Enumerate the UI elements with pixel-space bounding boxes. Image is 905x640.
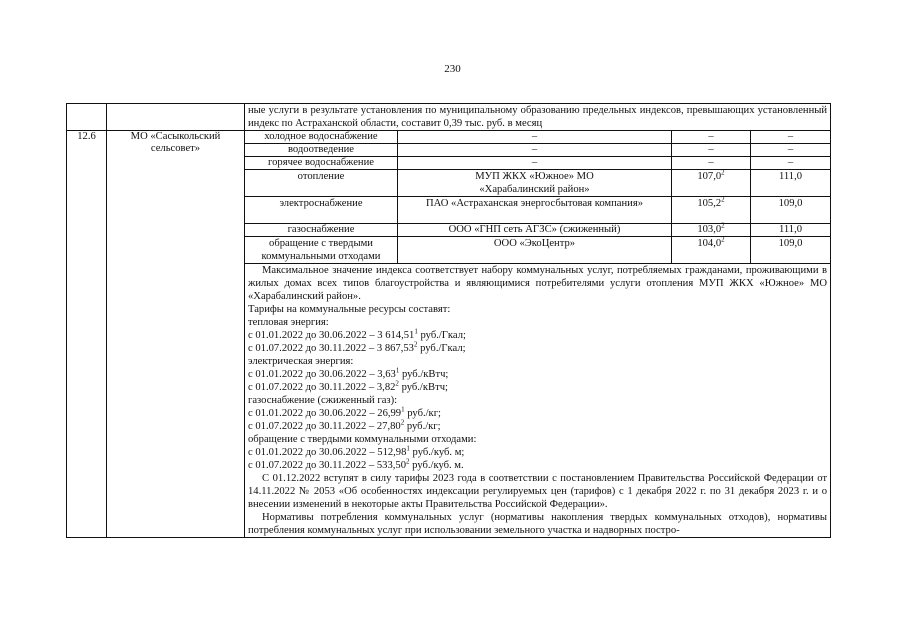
tariff-line bbox=[248, 329, 827, 342]
heat-label: тепловая энергия: bbox=[248, 317, 329, 328]
footnote-mark: 2 bbox=[413, 340, 418, 349]
tariff-unit: руб./кг; bbox=[404, 421, 441, 432]
footnote-mark: 1 bbox=[401, 405, 405, 414]
service-name: горячее водоснабжение bbox=[245, 157, 398, 170]
tariff-line bbox=[248, 407, 827, 420]
index-value bbox=[672, 221, 751, 237]
index-number: 107,0 bbox=[697, 171, 722, 182]
tariff-unit: руб./куб. м; bbox=[409, 447, 465, 458]
tariff-line bbox=[248, 420, 827, 433]
electricity-label: электрическая энергия: bbox=[248, 356, 354, 367]
description-paragraph: Максимальное значение индекса соответствует набору коммунальных услуг, потребляемых гражданами, проживающими в жилых домах всех типов благоустройства и являющимися потребителями услуги отопления МУП ЖКХ «Южное» МО «Харабалинский район». bbox=[248, 265, 828, 302]
index-number: 105,2 bbox=[697, 198, 722, 209]
index-value bbox=[672, 237, 751, 264]
tariff-line bbox=[248, 446, 827, 459]
tariff-line bbox=[248, 381, 827, 394]
table-row bbox=[67, 131, 831, 144]
tariff-unit: руб./кг; bbox=[404, 408, 441, 419]
tariff-text: с 01.01.2022 до 30.06.2022 – 3,63 bbox=[248, 369, 396, 380]
description-cell bbox=[245, 264, 831, 538]
tariff-unit: руб./кВтч; bbox=[398, 382, 448, 393]
tariff-line bbox=[248, 368, 827, 381]
index-number: 103,0 bbox=[697, 224, 722, 235]
index-value bbox=[672, 197, 751, 224]
footnote-mark: 2 bbox=[406, 457, 410, 466]
gas-label: газоснабжение (сжиженный газ): bbox=[248, 395, 398, 406]
decree-paragraph: С 01.12.2022 вступят в силу тарифы 2023 года в соответствии с постановлением Правительства Российской Федерации от 14.11.2022 № 2053 «Об особенностях индексации регулируемых цен (тарифов) с 1 декабря 2022 г. по 31 декабря 2023 г. и о внесении изменений в некоторые акты Правительства Российской Федерации». bbox=[248, 473, 828, 510]
provider-name: – bbox=[398, 131, 672, 144]
footnote-mark: 2 bbox=[721, 235, 725, 244]
norms-paragraph: Нормативы потребления коммунальных услуг (нормативы накопления твердых коммунальных отходов), нормативы потребления коммунальных услуг при использовании земельного участка и надворных постро- bbox=[248, 512, 828, 536]
footnote-mark: 2 bbox=[721, 168, 725, 177]
tariff-text: с 01.01.2022 до 30.06.2022 – 512,98 bbox=[248, 447, 407, 458]
index-value: – bbox=[672, 131, 751, 144]
provider-name: ООО «ГНП сеть АГЗС» (сжиженный) bbox=[398, 224, 672, 237]
footnote-mark: 2 bbox=[721, 195, 725, 204]
mo-cell-empty bbox=[107, 104, 245, 131]
index-number: 104,0 bbox=[697, 238, 722, 249]
provider-name: – bbox=[398, 157, 672, 170]
tariff-text: с 01.07.2022 до 30.11.2022 – 533,50 bbox=[248, 460, 407, 471]
intro-text: ные услуги в результате установления по муниципальному образованию предельных индексов, превышающих установленный индекс по Астраханской области, составит 0,39 тыс. руб. в месяц bbox=[245, 104, 831, 131]
num-cell-empty bbox=[67, 104, 107, 131]
footnote-mark: 1 bbox=[406, 444, 410, 453]
service-name: водоотведение bbox=[245, 144, 398, 157]
municipality-name: МО «Сасыкольский сельсовет» bbox=[107, 131, 245, 538]
tariff-unit: руб./куб. м. bbox=[409, 460, 464, 471]
limit-value: – bbox=[751, 144, 831, 157]
provider-name: МУП ЖКХ «Южное» МО «Харабалинский район» bbox=[398, 170, 672, 197]
tariff-text: с 01.07.2022 до 30.11.2022 – 3 867,53 bbox=[248, 343, 414, 354]
tariff-text: с 01.07.2022 до 30.11.2022 – 3,82 bbox=[248, 382, 396, 393]
tariff-unit: руб./кВтч; bbox=[399, 369, 449, 380]
tariff-text: с 01.07.2022 до 30.11.2022 – 27,80 bbox=[248, 421, 401, 432]
index-value: – bbox=[672, 144, 751, 157]
tariff-text: с 01.01.2022 до 30.06.2022 – 26,99 bbox=[248, 408, 402, 419]
tariff-line bbox=[248, 459, 827, 472]
table-row-intro bbox=[67, 104, 831, 131]
index-value: – bbox=[672, 157, 751, 170]
limit-value: 109,0 bbox=[751, 197, 831, 224]
tariff-table bbox=[66, 103, 831, 538]
page-number: 230 bbox=[444, 63, 461, 75]
tariff-text: с 01.01.2022 до 30.06.2022 – 3 614,51 bbox=[248, 330, 415, 341]
index-value bbox=[672, 170, 751, 197]
limit-value: 111,0 bbox=[751, 170, 831, 197]
provider-name: ПАО «Астраханская энергосбытовая компания» bbox=[398, 197, 672, 224]
footnote-mark: 2 bbox=[721, 221, 725, 230]
waste-label: обращение с твердыми коммунальными отходами: bbox=[248, 434, 477, 445]
row-number: 12.6 bbox=[67, 131, 107, 538]
footnote-mark: 1 bbox=[414, 327, 418, 336]
limit-value: 111,0 bbox=[751, 224, 831, 237]
footnote-mark: 1 bbox=[395, 366, 400, 375]
service-name: электроснабжение bbox=[245, 197, 398, 224]
provider-name: ООО «ЭкоЦентр» bbox=[398, 237, 672, 264]
tariff-unit: руб./Гкал; bbox=[417, 343, 466, 354]
limit-value: 109,0 bbox=[751, 237, 831, 264]
service-name: обращение с твердыми коммунальными отходами bbox=[245, 237, 398, 264]
limit-value: – bbox=[751, 157, 831, 170]
tariff-unit: руб./Гкал; bbox=[417, 330, 466, 341]
tariff-line bbox=[248, 342, 827, 355]
footnote-mark: 2 bbox=[400, 418, 405, 427]
tariffs-heading: Тарифы на коммунальные ресурсы составят: bbox=[248, 304, 451, 315]
service-name: холодное водоснабжение bbox=[245, 131, 398, 144]
footnote-mark: 2 bbox=[395, 379, 399, 388]
provider-name: – bbox=[398, 144, 672, 157]
service-name: газоснабжение bbox=[245, 224, 398, 237]
limit-value: – bbox=[751, 131, 831, 144]
service-name: отопление bbox=[245, 170, 398, 197]
